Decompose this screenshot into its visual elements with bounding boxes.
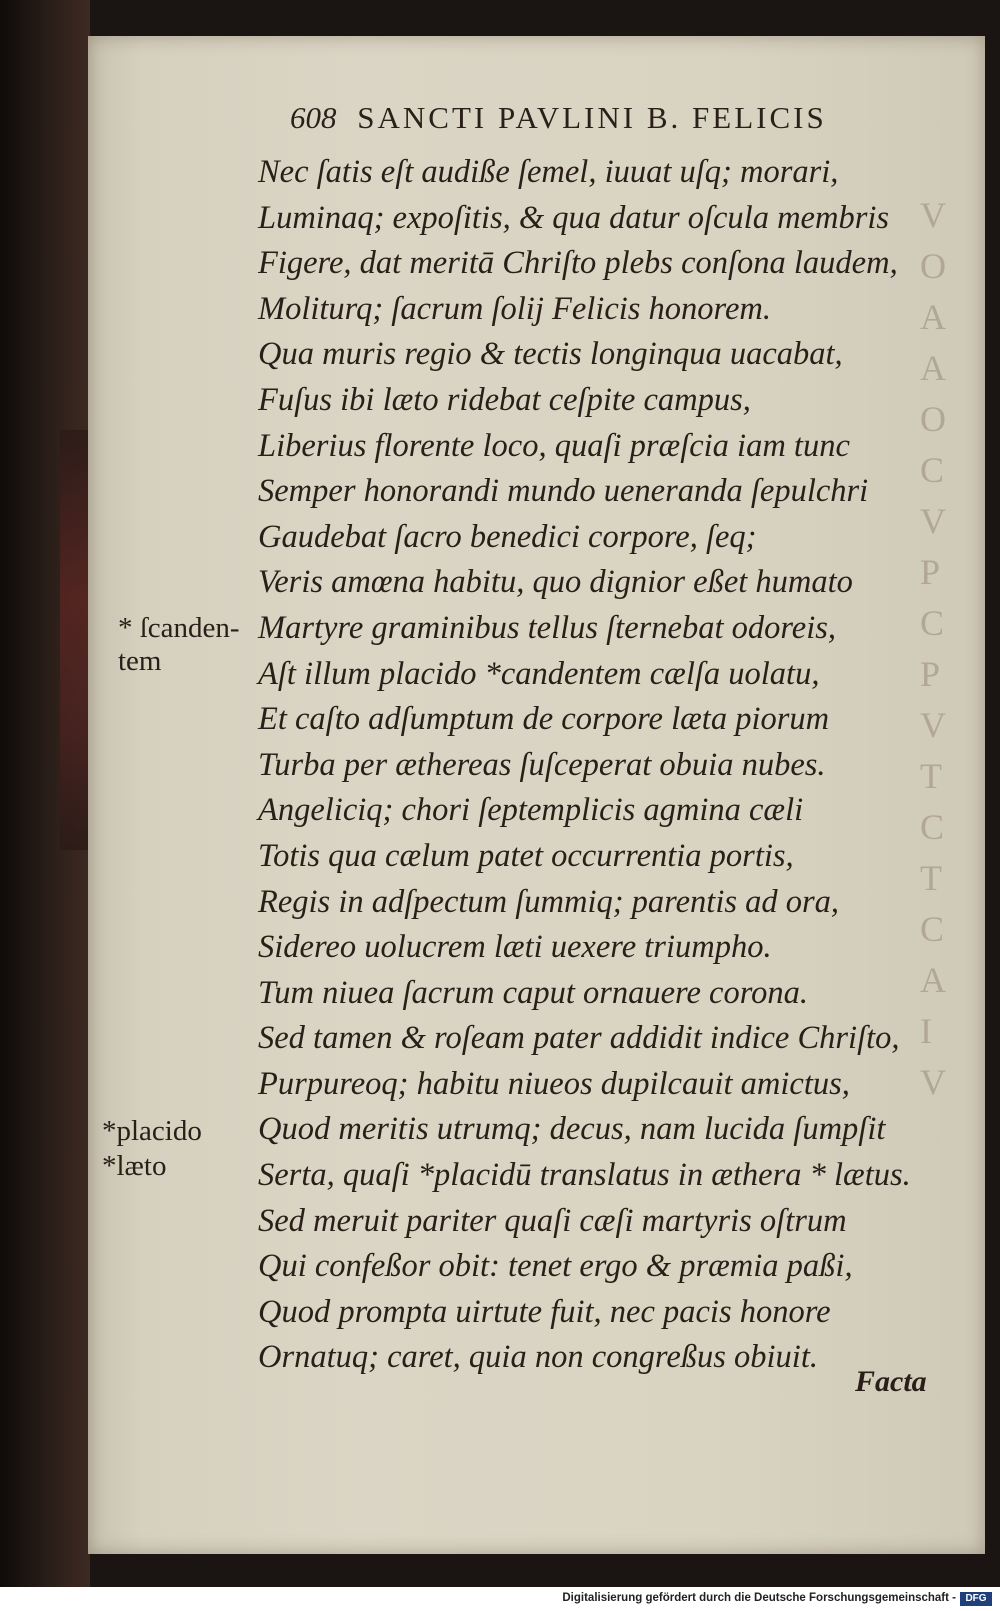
bleed-through-text: V O A A O C V P C P V T C T C A I V <box>920 195 946 1102</box>
verse-line: Regis in adſpectum ſummiq; parentis ad ora, <box>258 883 840 920</box>
verse-line: Fuſus ibi læto ridebat ceſpite campus, <box>258 381 751 418</box>
margin-note-line: tem <box>118 645 162 677</box>
verse-line: Semper honorandi mundo ueneranda ſepulchri <box>258 473 869 510</box>
verse-line: Et caſto adſumptum de corpore læta piorum <box>258 701 830 738</box>
margin-note-placido: *placido <box>102 1115 202 1147</box>
verse-line: Turba per æthereas ſuſceperat obuia nubes. <box>258 746 826 783</box>
verse-line: Moliturq; ſacrum ſolij Felicis honorem. <box>258 290 772 327</box>
dfg-logo: DFG <box>960 1592 992 1606</box>
binding-edge <box>60 430 90 850</box>
verse-line: Tum niuea ſacrum caput ornauere corona. <box>258 974 809 1011</box>
verse-line: Purpureoq; habitu niueos dupilcauit amictus, <box>258 1065 850 1102</box>
verse-line: Ornatuq; caret, quia non congreßus obiuit. <box>258 1339 818 1376</box>
verse-line: Angeliciq; chori ſeptemplicis agmina cæli <box>258 792 804 829</box>
verse-text <box>258 150 938 1381</box>
verse-line: Martyre graminibus tellus ſternebat odoreis, <box>258 609 837 646</box>
verse-line: Sidereo uolucrem læti uexere triumpho. <box>258 929 772 966</box>
verse-line: Quod prompta uirtute fuit, nec pacis honore <box>258 1293 831 1330</box>
page-number: 608 <box>290 100 337 135</box>
margin-note-scandentem <box>118 612 240 678</box>
margin-note-line: * ſcanden- <box>118 612 240 644</box>
verse-line: Figere, dat meritā Chriſto plebs conſona laudem, <box>258 245 898 282</box>
running-title: SANCTI PAVLINI B. FELICIS <box>357 100 827 135</box>
funding-credit: Digitalisierung gefördert durch die Deutsche Forschungsgemeinschaft - <box>562 1592 956 1604</box>
footer-bar <box>0 1587 1000 1611</box>
verse-line: Luminaq; expoſitis, & qua datur oſcula membris <box>258 199 890 236</box>
verse-line: Gaudebat ſacro benedici corpore, ſeq; <box>258 518 757 555</box>
verse-line: Serta, quaſi *placidū translatus in æthera * lætus. <box>258 1157 911 1194</box>
verse-line: Qua muris regio & tectis longinqua uacabat, <box>258 336 843 373</box>
verse-line: Veris amœna habitu, quo dignior eßet humato <box>258 564 853 601</box>
page-header <box>290 100 940 136</box>
verse-line: Quod meritis utrumq; decus, nam lucida ſumpſit <box>258 1111 886 1148</box>
verse-line: Sed tamen & roſeam pater addidit indice Chriſto, <box>258 1020 900 1057</box>
verse-line: Sed meruit pariter quaſi cæſi martyris oſtrum <box>258 1202 847 1239</box>
verse-line: Totis qua cælum patet occurrentia portis, <box>258 837 794 874</box>
verse-line: Qui confeßor obit: tenet ergo & præmia paßi, <box>258 1248 853 1285</box>
verse-line: Liberius florente loco, quaſi præſcia iam tunc <box>258 427 850 464</box>
verse-line: Nec ſatis eſt audiße ſemel, iuuat uſq; morari, <box>258 154 839 190</box>
verse-line: Aſt illum placido *candentem cælſa uolatu, <box>258 655 820 692</box>
catchword: Facta <box>855 1365 927 1398</box>
margin-note-laeto: *læto <box>102 1150 167 1182</box>
